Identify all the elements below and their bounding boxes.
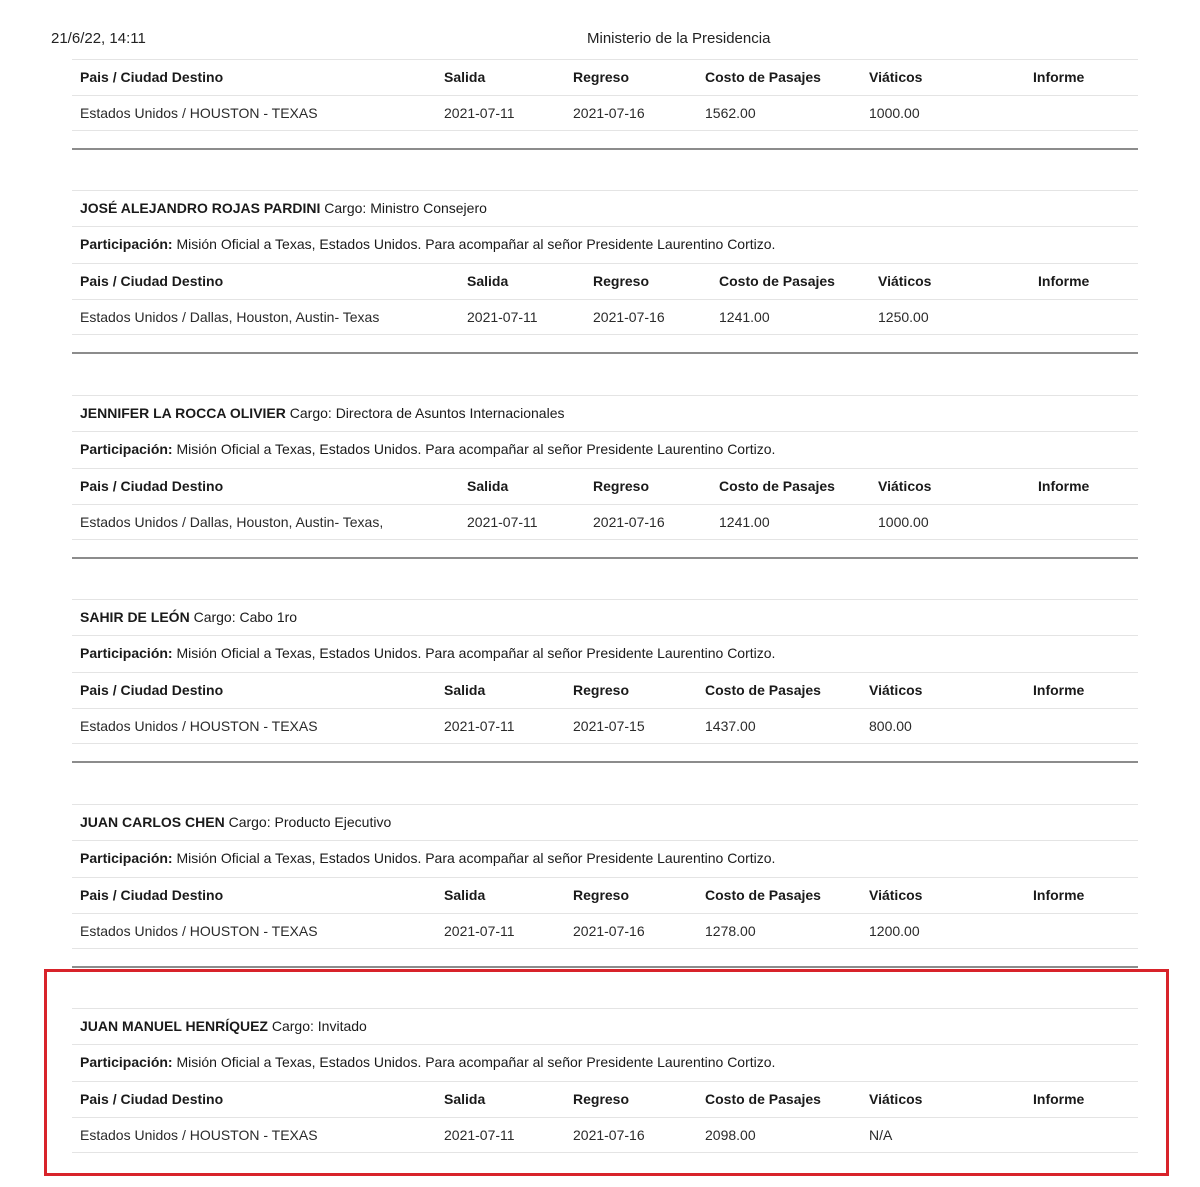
column-header-salida: Salida bbox=[444, 887, 486, 903]
cell-viaticos: N/A bbox=[869, 1127, 893, 1143]
person-row bbox=[72, 804, 1138, 840]
person-name: JENNIFER LA ROCCA OLIVIER bbox=[80, 405, 286, 421]
cell-destination: Estados Unidos / HOUSTON - TEXAS bbox=[80, 105, 318, 121]
cell-costo: 1562.00 bbox=[705, 105, 756, 121]
cell-viaticos: 1000.00 bbox=[869, 105, 920, 121]
page-title: Ministerio de la Presidencia bbox=[587, 30, 771, 47]
column-header-informe: Informe bbox=[1033, 1091, 1085, 1107]
cargo-label: Cargo: bbox=[324, 200, 367, 216]
cell-salida: 2021-07-11 bbox=[444, 105, 515, 121]
column-header-viaticos: Viáticos bbox=[869, 69, 923, 85]
column-header-destination: Pais / Ciudad Destino bbox=[80, 273, 224, 289]
cell-costo: 1437.00 bbox=[705, 718, 756, 734]
cell-destination: Estados Unidos / Dallas, Houston, Austin- Texas, bbox=[80, 514, 384, 530]
column-header-costo: Costo de Pasajes bbox=[705, 887, 821, 903]
cell-salida: 2021-07-11 bbox=[444, 1127, 515, 1143]
record-separator bbox=[72, 761, 1138, 763]
cargo-value: Ministro Consejero bbox=[370, 200, 487, 216]
participacion-value: Misión Oficial a Texas, Estados Unidos. Para acompañar al señor Presidente Laurentino Cortizo. bbox=[176, 850, 776, 866]
cell-costo: 1278.00 bbox=[705, 923, 756, 939]
cargo-label: Cargo: bbox=[271, 1018, 314, 1034]
cell-regreso: 2021-07-16 bbox=[573, 105, 645, 121]
column-header-informe: Informe bbox=[1033, 69, 1085, 85]
person-record bbox=[72, 599, 1138, 745]
person-name: JOSÉ ALEJANDRO ROJAS PARDINI bbox=[80, 200, 321, 216]
cell-regreso: 2021-07-16 bbox=[573, 923, 645, 939]
record-separator bbox=[72, 352, 1138, 354]
person-name: JUAN MANUEL HENRÍQUEZ bbox=[80, 1018, 268, 1034]
cell-viaticos: 800.00 bbox=[869, 718, 912, 734]
cell-salida: 2021-07-11 bbox=[467, 514, 538, 530]
participacion-value: Misión Oficial a Texas, Estados Unidos. Para acompañar al señor Presidente Laurentino Cortizo. bbox=[176, 236, 776, 252]
cell-regreso: 2021-07-16 bbox=[593, 309, 665, 325]
participation-row bbox=[72, 635, 1138, 671]
highlight-box bbox=[44, 969, 1169, 1176]
participacion-label: Participación: bbox=[80, 850, 173, 866]
person-record bbox=[72, 190, 1138, 336]
column-header-regreso: Regreso bbox=[573, 1091, 630, 1107]
column-header-regreso: Regreso bbox=[573, 887, 630, 903]
person-row bbox=[72, 599, 1138, 635]
cell-viaticos: 1000.00 bbox=[878, 514, 929, 530]
cell-destination: Estados Unidos / Dallas, Houston, Austin- Texas bbox=[80, 309, 380, 325]
cell-regreso: 2021-07-16 bbox=[593, 514, 665, 530]
participacion-value: Misión Oficial a Texas, Estados Unidos. Para acompañar al señor Presidente Laurentino Cortizo. bbox=[176, 441, 776, 457]
column-header-regreso: Regreso bbox=[593, 273, 650, 289]
column-header-regreso: Regreso bbox=[593, 478, 650, 494]
table-header-row bbox=[72, 59, 1138, 95]
column-header-regreso: Regreso bbox=[573, 69, 630, 85]
participacion-label: Participación: bbox=[80, 1054, 173, 1070]
cell-salida: 2021-07-11 bbox=[444, 718, 515, 734]
participacion-label: Participación: bbox=[80, 236, 173, 252]
cargo-value: Cabo 1ro bbox=[239, 609, 298, 625]
cell-destination: Estados Unidos / HOUSTON - TEXAS bbox=[80, 1127, 318, 1143]
table-header-row bbox=[72, 263, 1138, 299]
cell-salida: 2021-07-11 bbox=[467, 309, 538, 325]
person-name: SAHIR DE LEÓN bbox=[80, 609, 190, 625]
cell-costo: 1241.00 bbox=[719, 309, 770, 325]
person-row bbox=[72, 190, 1138, 226]
column-header-viaticos: Viáticos bbox=[869, 682, 923, 698]
cargo-value: Directora de Asuntos Internacionales bbox=[335, 405, 565, 421]
participacion-value: Misión Oficial a Texas, Estados Unidos. Para acompañar al señor Presidente Laurentino Cortizo. bbox=[176, 645, 776, 661]
person-name: JUAN CARLOS CHEN bbox=[80, 814, 225, 830]
cell-destination: Estados Unidos / HOUSTON - TEXAS bbox=[80, 923, 318, 939]
column-header-informe: Informe bbox=[1033, 887, 1085, 903]
column-header-salida: Salida bbox=[467, 273, 509, 289]
column-header-viaticos: Viáticos bbox=[869, 1091, 923, 1107]
table-header-row bbox=[72, 468, 1138, 504]
cell-regreso: 2021-07-15 bbox=[573, 718, 645, 734]
table-header-row bbox=[72, 672, 1138, 708]
column-header-informe: Informe bbox=[1038, 478, 1090, 494]
trip-table-continued bbox=[72, 59, 1138, 133]
column-header-informe: Informe bbox=[1033, 682, 1085, 698]
column-header-costo: Costo de Pasajes bbox=[719, 273, 835, 289]
column-header-costo: Costo de Pasajes bbox=[719, 478, 835, 494]
participation-row bbox=[72, 840, 1138, 876]
cell-costo: 2098.00 bbox=[705, 1127, 756, 1143]
column-header-costo: Costo de Pasajes bbox=[705, 69, 821, 85]
column-header-salida: Salida bbox=[444, 69, 486, 85]
column-header-informe: Informe bbox=[1038, 273, 1090, 289]
cell-destination: Estados Unidos / HOUSTON - TEXAS bbox=[80, 718, 318, 734]
column-header-salida: Salida bbox=[467, 478, 509, 494]
record-separator bbox=[72, 148, 1138, 150]
column-header-salida: Salida bbox=[444, 682, 486, 698]
column-header-costo: Costo de Pasajes bbox=[705, 682, 821, 698]
table-row bbox=[72, 913, 1138, 949]
participation-row bbox=[72, 431, 1138, 467]
cell-costo: 1241.00 bbox=[719, 514, 770, 530]
person-record bbox=[72, 804, 1138, 950]
column-header-destination: Pais / Ciudad Destino bbox=[80, 1091, 224, 1107]
cell-salida: 2021-07-11 bbox=[444, 923, 515, 939]
column-header-destination: Pais / Ciudad Destino bbox=[80, 682, 224, 698]
table-row bbox=[72, 299, 1138, 335]
participation-row bbox=[72, 226, 1138, 262]
cargo-label: Cargo: bbox=[228, 814, 271, 830]
cell-viaticos: 1200.00 bbox=[869, 923, 920, 939]
cargo-value: Invitado bbox=[317, 1018, 367, 1034]
person-record bbox=[72, 395, 1138, 541]
column-header-costo: Costo de Pasajes bbox=[705, 1091, 821, 1107]
cell-regreso: 2021-07-16 bbox=[573, 1127, 645, 1143]
participacion-label: Participación: bbox=[80, 645, 173, 661]
cargo-value: Producto Ejecutivo bbox=[274, 814, 392, 830]
column-header-destination: Pais / Ciudad Destino bbox=[80, 887, 224, 903]
column-header-destination: Pais / Ciudad Destino bbox=[80, 69, 224, 85]
table-row bbox=[72, 95, 1138, 131]
participacion-label: Participación: bbox=[80, 441, 173, 457]
table-row bbox=[72, 708, 1138, 744]
print-date: 21/6/22, 14:11 bbox=[51, 30, 146, 47]
person-row bbox=[72, 395, 1138, 431]
column-header-viaticos: Viáticos bbox=[878, 273, 932, 289]
cell-viaticos: 1250.00 bbox=[878, 309, 929, 325]
column-header-destination: Pais / Ciudad Destino bbox=[80, 478, 224, 494]
table-header-row bbox=[72, 877, 1138, 913]
cargo-label: Cargo: bbox=[193, 609, 236, 625]
column-header-viaticos: Viáticos bbox=[869, 887, 923, 903]
record-separator bbox=[72, 966, 1138, 968]
column-header-salida: Salida bbox=[444, 1091, 486, 1107]
table-row bbox=[72, 504, 1138, 540]
cargo-label: Cargo: bbox=[289, 405, 332, 421]
record-separator bbox=[72, 557, 1138, 559]
participacion-value: Misión Oficial a Texas, Estados Unidos. Para acompañar al señor Presidente Laurentino Cortizo. bbox=[176, 1054, 776, 1070]
column-header-viaticos: Viáticos bbox=[878, 478, 932, 494]
column-header-regreso: Regreso bbox=[573, 682, 630, 698]
